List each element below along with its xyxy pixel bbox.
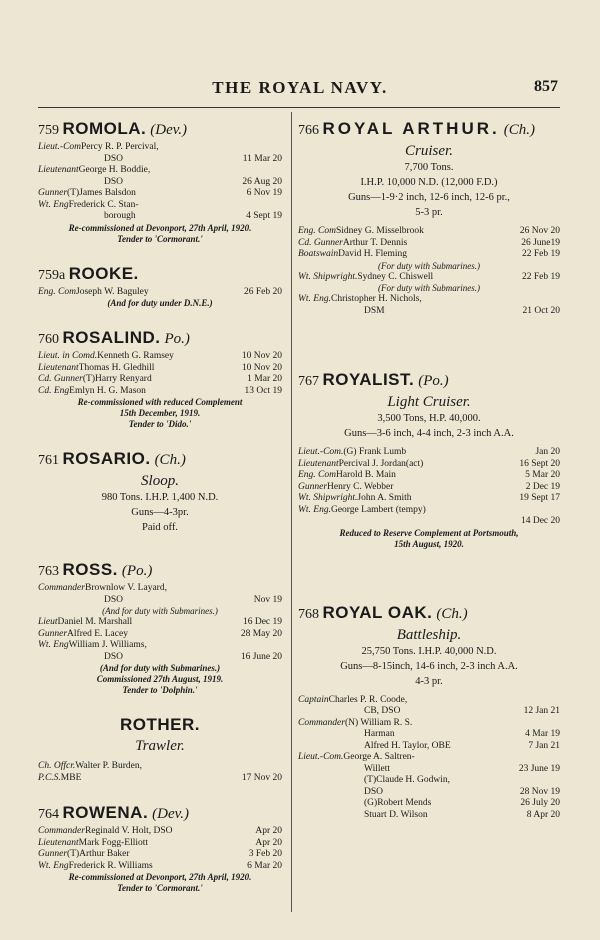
officer-date — [558, 752, 560, 764]
officer-date — [558, 294, 560, 306]
ship-number: 761 — [38, 453, 63, 468]
officer-date: 1 Mar 20 — [247, 374, 282, 384]
officer-date: 4 Mar 19 — [525, 729, 560, 739]
officer-row — [38, 595, 282, 607]
ship-name: ROSALIND. — [62, 328, 161, 347]
note-line: Tender to 'Cormorant.' — [117, 233, 203, 244]
ship-class: Light Cruiser. — [387, 394, 471, 410]
officer-rank — [298, 741, 364, 753]
ship-number: 768 — [298, 606, 323, 622]
officer-name: David H. Fleming — [338, 249, 407, 259]
officer-row — [298, 798, 560, 810]
ship-name: ROSS. — [62, 560, 118, 579]
officer-rank — [38, 177, 104, 189]
officer-name — [364, 516, 519, 528]
note-line: (For duty with Submarines.) — [378, 260, 480, 271]
home-port: Po.) — [164, 331, 190, 347]
note-line: (And for duty with Submarines.) — [102, 606, 218, 616]
officer-rank: Cd. Gunner — [38, 374, 83, 384]
spacer — [38, 430, 282, 448]
officer-row — [38, 652, 282, 664]
running-title: THE ROYAL NAVY. — [212, 78, 388, 97]
officer-row — [298, 752, 560, 764]
officer-date: 26 Aug 20 — [242, 176, 282, 187]
officer-date — [280, 640, 282, 652]
ship-spec: Guns—3-6 inch, 4-4 inch, 2-3 inch A.A. — [344, 428, 514, 439]
officer-rank: Boatswain — [298, 249, 339, 259]
left-column — [38, 118, 282, 894]
officer-row — [298, 249, 560, 261]
ship-name: ROWENA. — [62, 803, 149, 822]
officer-rank: Wt. Eng — [38, 199, 69, 210]
officer-row — [38, 849, 282, 861]
officer-rank: Lieutenant — [298, 458, 339, 469]
officer-date: 13 Oct 19 — [244, 385, 282, 396]
officer-rank — [38, 595, 104, 607]
officer-date: 7 Jan 21 — [528, 740, 560, 751]
ship-entry — [38, 802, 282, 894]
officer-row — [38, 363, 282, 375]
ship-number: 759a — [38, 267, 69, 283]
note-line: 15th August, 1920. — [394, 538, 464, 549]
officer-name: DSO — [104, 176, 124, 187]
ship-spec: 980 Tons. I.H.P. 1,400 N.D. — [101, 492, 219, 503]
officer-date — [558, 505, 560, 517]
ship-class: Battleship. — [396, 626, 462, 643]
note-line: (And for duty under D.N.E.) — [107, 298, 213, 308]
officer-date: 6 Mar 20 — [247, 860, 282, 871]
officer-rank — [38, 154, 104, 166]
officer-name: Arthur T. Dennis — [342, 237, 408, 248]
ship-spec: 4-3 pr. — [415, 675, 443, 687]
officer-rank: Wt. Eng — [38, 860, 69, 871]
ship-number: 759 — [38, 123, 63, 138]
officer-rank — [298, 764, 364, 776]
ship-number: 763 — [38, 564, 63, 579]
officer-rank: Commander — [38, 826, 85, 836]
ship-number: 764 — [38, 807, 63, 822]
officer-date: 19 Sept 17 — [519, 493, 560, 503]
officer-name: (T)Harry Renyard — [82, 374, 152, 384]
officer-date: 22 Feb 19 — [522, 271, 560, 282]
officer-rank — [298, 810, 364, 822]
officer-date: 8 Apr 20 — [526, 809, 560, 820]
officer-name: Percival J. Jordan(act) — [338, 458, 424, 469]
officer-row — [298, 306, 560, 318]
officer-date: Apr 20 — [255, 826, 282, 836]
officer-row — [298, 447, 560, 459]
ship-heading — [38, 559, 282, 583]
ship-name: ROYAL OAK. — [322, 602, 433, 622]
officer-date — [280, 583, 282, 595]
officer-date: 16 Sept 20 — [519, 458, 560, 469]
officer-rank — [298, 306, 364, 318]
officer-row — [298, 695, 560, 707]
officer-name: Thomas H. Gledhill — [78, 362, 155, 373]
home-port: (Ch.) — [154, 452, 186, 468]
officer-rank: Wt. Eng. — [298, 294, 331, 304]
ship-spec: I.H.P. 10,000 N.D. (12,000 F.D.) — [360, 177, 498, 188]
officer-rank: Gunner — [38, 849, 68, 859]
officer-date — [280, 165, 282, 177]
officer-row — [298, 294, 560, 306]
officer-date: 26 July 20 — [520, 798, 560, 808]
ship-class: Sloop. — [141, 473, 179, 489]
officer-row — [298, 238, 560, 250]
officer-row — [298, 470, 560, 482]
officer-row — [38, 838, 282, 850]
note-line: Tender to 'Dolphin.' — [122, 685, 198, 695]
ship-heading — [38, 802, 282, 826]
officer-row — [38, 351, 282, 363]
officer-row — [298, 718, 560, 730]
officer-date: 11 Mar 20 — [242, 153, 282, 164]
officer-row — [298, 505, 560, 517]
officer-rank: Cd. Eng — [38, 385, 70, 396]
ship-heading — [298, 369, 560, 393]
column-divider — [291, 112, 292, 912]
ship-spec: Guns—8-15inch, 14-6 inch, 2-3 inch A.A. — [340, 660, 518, 672]
officer-name: Sydney C. Chiswell — [357, 271, 434, 282]
ship-class: Cruiser. — [405, 143, 453, 159]
officer-name: Reginald V. Holt, DSO — [84, 826, 173, 836]
officer-row — [298, 787, 560, 799]
officer-name: CB, DSO — [364, 706, 401, 716]
officer-row — [298, 459, 560, 471]
officer-name: Charles P. R. Coode, — [328, 694, 408, 705]
officer-rank: Wt. Eng — [38, 640, 69, 650]
ship-heading — [38, 263, 282, 287]
officer-name: (T)James Balsdon — [67, 188, 136, 198]
home-port: (Ch.) — [503, 122, 535, 138]
home-port: (Dev.) — [150, 122, 188, 138]
officer-name: Emlyn H. G. Mason — [69, 385, 146, 396]
officer-date — [280, 142, 282, 154]
officer-date: 4 Sept 19 — [246, 211, 282, 221]
spacer — [38, 309, 282, 327]
spacer — [38, 784, 282, 802]
officer-row — [298, 482, 560, 494]
officer-row — [298, 810, 560, 822]
officer-row — [38, 861, 282, 873]
officer-rank: Lieutenant — [38, 362, 79, 373]
officer-name: (G) Frank Lumb — [343, 447, 407, 457]
note-line: Commissioned 27th August, 1919. — [96, 674, 224, 684]
officer-rank: Lieutenant — [38, 837, 79, 848]
officer-date: 2 Dec 19 — [525, 481, 560, 492]
ship-entry — [298, 118, 560, 317]
ship-entry — [38, 559, 282, 696]
officer-rank: Lieut.-Com. — [298, 752, 344, 762]
officer-name: DSO — [104, 594, 124, 605]
officer-rank — [298, 775, 364, 787]
ship-class: Trawler. — [135, 738, 185, 754]
officer-row — [38, 154, 282, 166]
officer-rank: Captain — [298, 694, 329, 705]
officer-rank — [38, 652, 104, 664]
ship-name: ROSARIO. — [62, 449, 151, 468]
officer-rank: Wt. Eng. — [298, 504, 331, 515]
officer-date: 21 Oct 20 — [522, 305, 560, 316]
note-line: Re-commissioned at Devonport, 27th April, 1920. — [68, 872, 252, 882]
officer-name: Willett — [364, 763, 390, 774]
officer-row — [298, 764, 560, 776]
ship-heading — [38, 448, 282, 472]
officer-name: DSO — [104, 651, 124, 662]
officer-row — [38, 211, 282, 223]
officer-name: George Lambert (tempy) — [330, 504, 426, 515]
officer-name: Harman — [364, 729, 395, 739]
officer-date: 28 May 20 — [240, 628, 282, 639]
officer-name: Joseph W. Baguley — [76, 286, 149, 297]
officer-rank: Lieut.-Com. — [298, 447, 344, 457]
officer-date: 16 Dec 19 — [242, 617, 282, 627]
officer-rank — [298, 798, 364, 810]
officer-name: DSO — [364, 786, 384, 797]
ship-spec: Paid off. — [142, 522, 178, 533]
officer-name: MBE — [60, 772, 82, 783]
ship-spec: Guns—4-3pr. — [131, 507, 189, 518]
officer-date: 28 Nov 19 — [519, 786, 560, 797]
officer-date: 5 Mar 20 — [525, 470, 560, 480]
note-line: 15th December, 1919. — [119, 408, 201, 418]
ship-name: ROYAL ARTHUR. — [322, 119, 500, 138]
officer-name: Christopher H. Nichols, — [330, 294, 422, 304]
officer-rank: Lieut — [38, 617, 58, 627]
ship-name: ROTHER. — [120, 715, 200, 734]
officer-rank — [38, 211, 104, 223]
spacer — [38, 245, 282, 263]
officer-row — [38, 583, 282, 595]
officer-name: Kenneth G. Ramsey — [97, 351, 174, 361]
page-number: 857 — [534, 78, 558, 95]
officer-rank: Gunner — [298, 481, 328, 492]
ship-entry — [38, 714, 282, 784]
home-port: (Dev.) — [152, 806, 189, 822]
officer-rank: Eng. Com — [38, 286, 76, 297]
officer-date: 16 June 20 — [240, 651, 282, 662]
note-line: Re-commissioned with reduced Complement — [77, 397, 243, 407]
ship-spec: Guns—1-9·2 inch, 12-6 inch, 12-6 pr., — [348, 192, 510, 203]
officer-date — [558, 695, 560, 707]
ship-heading — [298, 118, 560, 142]
officer-row — [38, 386, 282, 398]
ship-entry — [38, 118, 282, 245]
note-line: Re-commissioned at Devonport, 27th April, 1920. — [68, 222, 252, 233]
officer-row — [298, 706, 560, 718]
ship-name: ROMOLA. — [62, 119, 147, 138]
page-header — [0, 78, 600, 102]
officer-date: 23 June 19 — [518, 763, 560, 774]
officer-row — [298, 493, 560, 505]
officer-rank — [298, 516, 364, 528]
officer-rank — [298, 787, 364, 799]
officer-name: John A. Smith — [357, 493, 412, 503]
officer-name: Walter P. Burden, — [75, 761, 142, 771]
officer-date: 6 Nov 19 — [246, 188, 282, 198]
ship-name: ROOKE. — [68, 263, 139, 283]
ship-entry — [38, 327, 282, 430]
officer-date: 3 Feb 20 — [248, 849, 282, 859]
officer-rank: Lieut.-Com — [38, 142, 82, 152]
header-rule — [38, 107, 560, 108]
ship-name: ROYALIST. — [322, 370, 415, 389]
ship-spec: 3,500 Tons, H.P. 40,000. — [377, 413, 481, 424]
officer-name: (G)Robert Mends — [364, 798, 432, 808]
officer-date — [558, 718, 560, 730]
officer-date: 17 Nov 20 — [241, 772, 282, 783]
officer-row — [38, 188, 282, 200]
officer-date: Jan 20 — [535, 447, 560, 457]
officer-date: 12 Jan 21 — [523, 706, 560, 716]
officer-name: (T)Arthur Baker — [67, 849, 130, 859]
officer-date: 10 Nov 20 — [241, 362, 282, 373]
officer-rank: Wt. Shipwright. — [298, 271, 358, 282]
officer-name: Daniel M. Marshall — [57, 617, 133, 627]
ship-heading — [38, 118, 282, 142]
officer-row — [38, 761, 282, 773]
officer-date — [558, 775, 560, 787]
ship-number: 760 — [38, 332, 63, 347]
officer-name: Sidney G. Misselbrook — [336, 226, 424, 236]
officer-row — [38, 629, 282, 641]
officer-row — [298, 775, 560, 787]
officer-rank: Lieut. in Comd. — [38, 351, 98, 361]
officer-date: 14 Dec 20 — [520, 516, 560, 526]
officer-date — [280, 761, 282, 773]
ship-number: 766 — [298, 123, 323, 138]
spacer — [298, 317, 560, 369]
officer-rank — [298, 729, 364, 741]
officer-row — [38, 374, 282, 386]
ship-spec: 5-3 pr. — [415, 207, 443, 218]
officer-row — [298, 741, 560, 753]
ship-entry — [298, 602, 560, 822]
officer-rank: Commander — [38, 583, 85, 593]
officer-row — [298, 729, 560, 741]
officer-name: Frederick R. Williams — [68, 860, 153, 871]
officer-name: Alfred E. Lacey — [67, 628, 128, 639]
officer-name: William J. Williams, — [68, 640, 147, 650]
officer-rank: Cd. Gunner — [298, 237, 343, 248]
right-column — [298, 118, 560, 821]
spacer — [298, 550, 560, 602]
officer-name: George H. Boddie, — [78, 165, 151, 175]
officer-date: 26 Feb 20 — [244, 286, 282, 297]
officer-rank: Gunner — [38, 628, 68, 639]
officer-date: 10 Nov 20 — [241, 351, 282, 361]
officer-row — [38, 287, 282, 299]
note-line: Reduced to Reserve Complement at Portsmouth, — [339, 527, 519, 538]
officer-row — [298, 272, 560, 284]
note-line: Tender to 'Cormorant.' — [117, 883, 203, 893]
officer-row — [38, 826, 282, 838]
home-port: (Po.) — [418, 373, 449, 389]
officer-row — [38, 617, 282, 629]
officer-name: Mark Fogg-Elliott — [78, 837, 149, 848]
spacer — [38, 541, 282, 559]
officer-row — [38, 773, 282, 785]
officer-row — [38, 165, 282, 177]
officer-name: George A. Saltren- — [343, 752, 415, 762]
officer-row — [38, 142, 282, 154]
officer-date: 26 Nov 20 — [519, 226, 560, 236]
officer-row — [38, 177, 282, 189]
officer-name: Frederick C. Stan- — [68, 199, 139, 210]
officer-date: Apr 20 — [255, 837, 282, 848]
officer-date: 26 June19 — [521, 237, 560, 248]
officer-date: Nov 19 — [253, 594, 282, 605]
ship-heading — [38, 714, 282, 737]
officer-rank: Ch. Offcr. — [38, 761, 76, 771]
officer-date — [280, 200, 282, 212]
ship-heading — [38, 327, 282, 351]
officer-row — [38, 200, 282, 212]
ship-spec: 25,750 Tons. I.H.P. 40,000 N.D. — [361, 645, 497, 657]
ship-entry — [38, 263, 282, 310]
officer-name: Harold B. Main — [336, 470, 396, 480]
officer-name: Henry C. Webber — [327, 481, 394, 492]
officer-rank: P.C.S. — [38, 772, 61, 783]
officer-rank: Eng. Com — [298, 226, 336, 236]
officer-name: (T)Claude H. Godwin, — [364, 775, 451, 785]
officer-name: DSO — [104, 153, 124, 164]
home-port: (Ch.) — [436, 605, 468, 622]
ship-entry — [38, 448, 282, 541]
officer-rank: Eng. Com — [298, 470, 336, 480]
officer-name: Brownlow V. Layard, — [84, 583, 167, 593]
note-line: (For duty with Submarines.) — [378, 283, 480, 293]
officer-name: Stuart D. Wilson — [364, 809, 428, 820]
officer-row — [298, 226, 560, 238]
officer-date: 22 Feb 19 — [522, 249, 560, 259]
officer-rank — [298, 706, 364, 718]
officer-rank: Lieutenant — [38, 165, 79, 175]
ship-number: 767 — [298, 374, 323, 389]
officer-name: Alfred H. Taylor, OBE — [364, 740, 451, 751]
officer-rank: Gunner — [38, 188, 68, 198]
note-line: (And for duty with Submarines.) — [99, 663, 221, 673]
officer-name: borough — [104, 211, 136, 221]
spacer — [38, 696, 282, 714]
officer-row — [298, 516, 560, 528]
ship-spec: 7,700 Tons. — [404, 162, 454, 173]
officer-row — [38, 640, 282, 652]
officer-name: DSM — [364, 305, 385, 316]
officer-rank: Wt. Shipwright. — [298, 493, 358, 503]
officer-rank: Commander — [298, 717, 345, 728]
ship-heading — [298, 602, 560, 626]
note-line: Tender to 'Dido.' — [128, 419, 192, 429]
officer-name: (N) William R. S. — [344, 717, 413, 728]
officer-name: Percy R. P. Percival, — [81, 142, 159, 152]
home-port: (Po.) — [121, 563, 153, 579]
ship-entry — [298, 369, 560, 550]
